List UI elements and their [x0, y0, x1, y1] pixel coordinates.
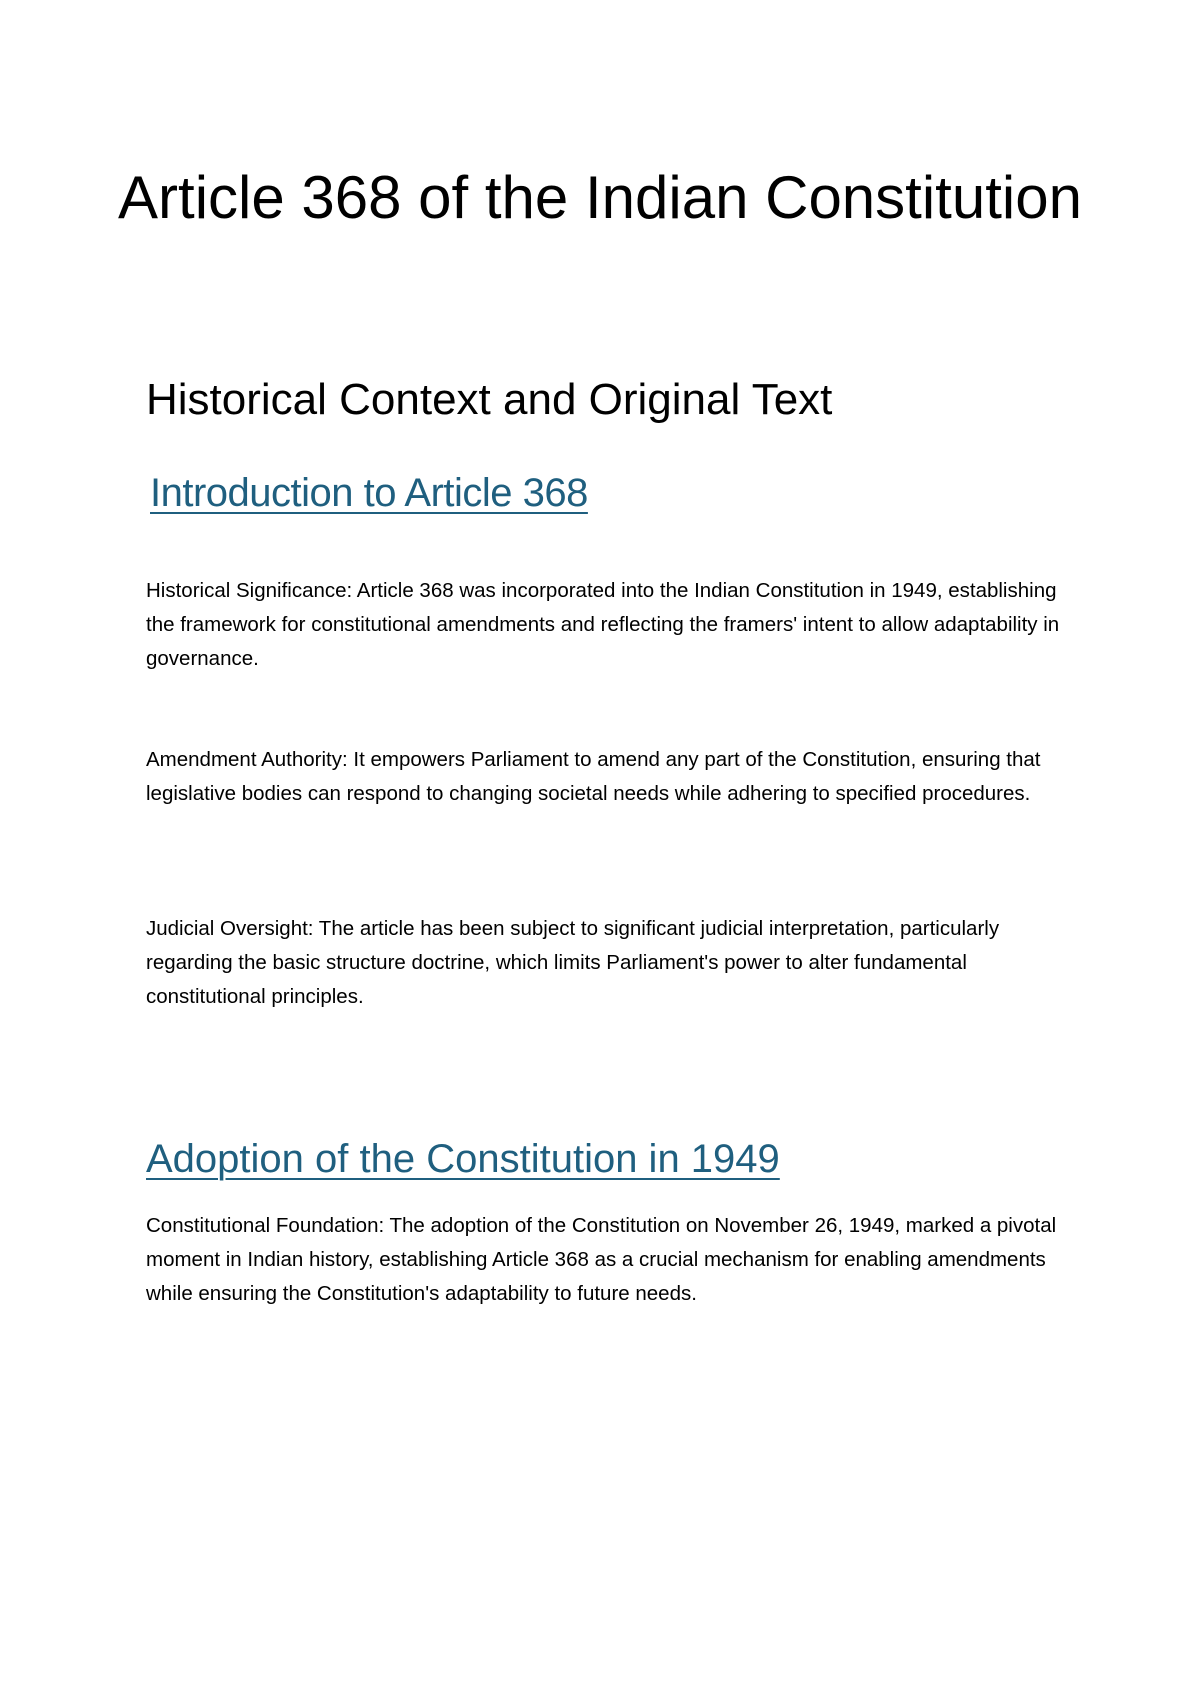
- paragraph-constitutional-foundation: Constitutional Foundation: The adoption of the Constitution on November 26, 1949, marked a pivotal moment in Indian history, establishing Article 368 as a crucial mechanism for enabling amendments while ensuring the Constitution's adaptability to future needs.: [146, 1214, 1057, 1305]
- section-heading-adoption-link[interactable]: Adoption of the Constitution in 1949: [146, 1137, 780, 1181]
- document-subtitle: Historical Context and Original Text: [146, 375, 833, 424]
- paragraph-amendment-authority: Amendment Authority: It empowers Parliament to amend any part of the Constitution, ensuring that legislative bodies can respond to changing societal needs while adhering to specified procedures.: [146, 748, 1041, 805]
- document-title: Article 368 of the Indian Constitution: [118, 164, 1082, 231]
- paragraph-historical-significance: Historical Significance: Article 368 was incorporated into the Indian Constitution in 1949, establishing the framework for constitutional amendments and reflecting the framers' intent to allow adaptability in governance.: [146, 579, 1060, 670]
- paragraph-judicial-oversight: Judicial Oversight: The article has been subject to significant judicial interpretation, particularly regarding the basic structure doctrine, which limits Parliament's power to alter fundamental constitutional principles.: [146, 917, 1000, 1008]
- section-heading-introduction-link[interactable]: Introduction to Article 368: [150, 471, 588, 515]
